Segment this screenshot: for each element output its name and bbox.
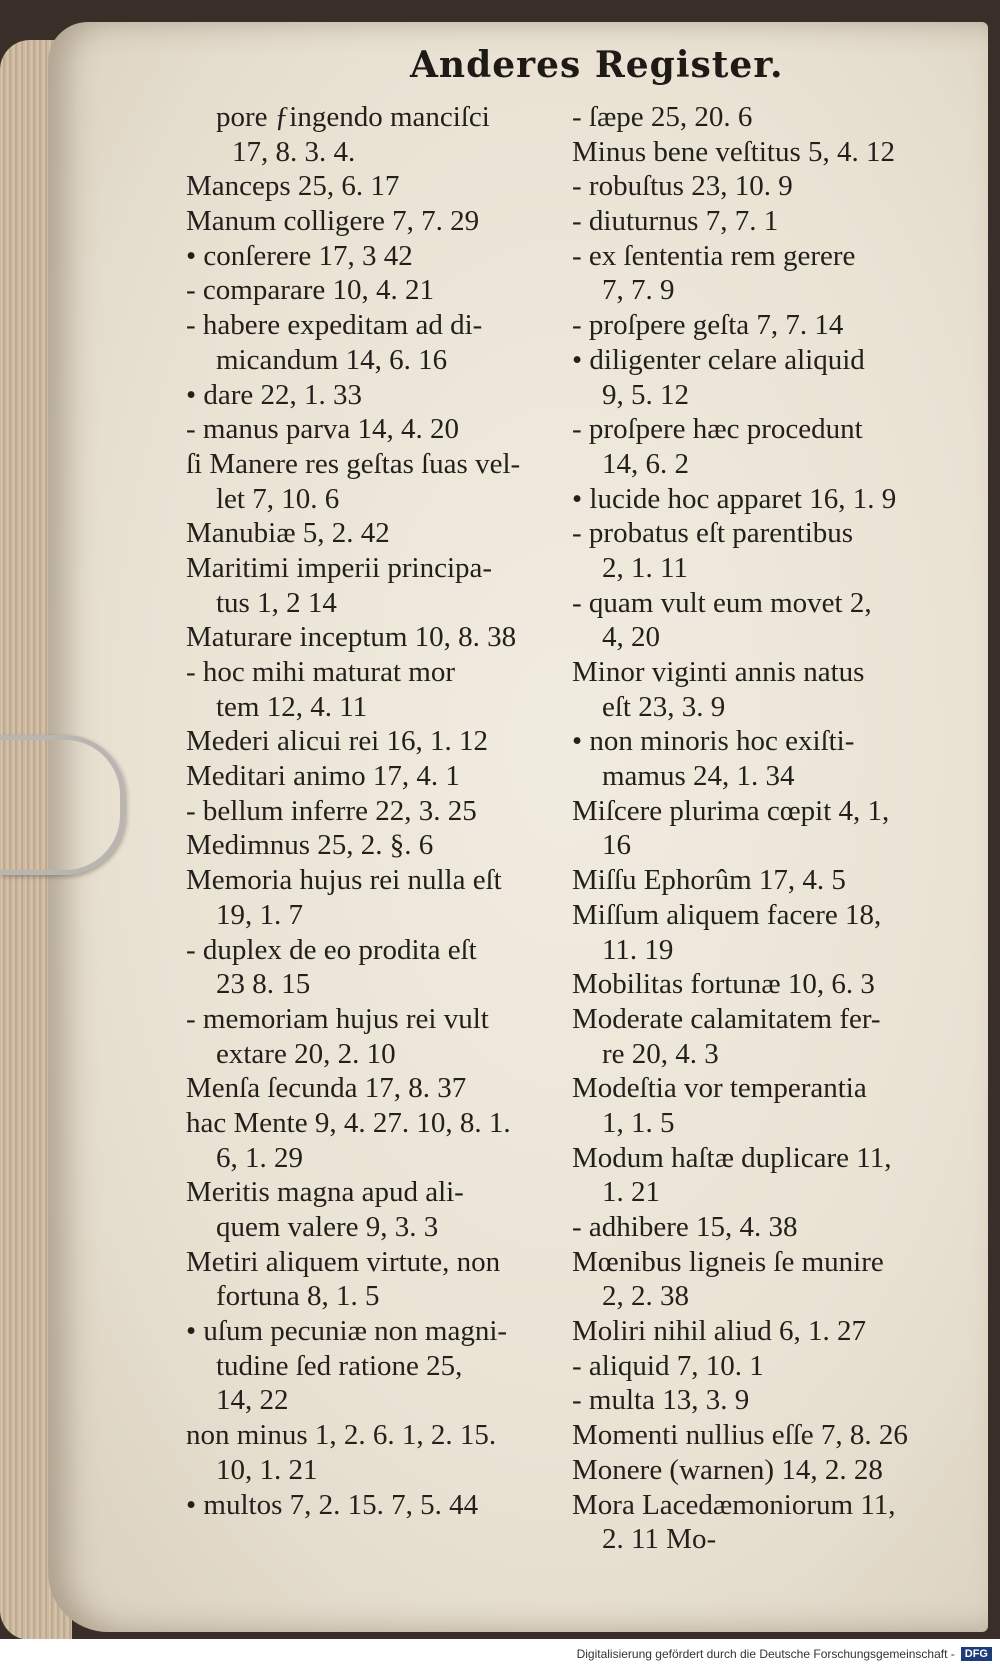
index-line: ſi Manere res geſtas ſuas vel- xyxy=(186,447,521,480)
index-line: - diuturnus 7, 7. 1 xyxy=(572,205,779,238)
index-line: extare 20, 2. 10 xyxy=(216,1037,396,1070)
index-line: 6, 1. 29 xyxy=(216,1141,303,1174)
index-line: quem valere 9, 3. 3 xyxy=(216,1211,439,1243)
index-line: - adhibere 15, 4. 38 xyxy=(572,1211,798,1243)
index-line: • diligenter celare aliquid xyxy=(572,343,865,376)
right-index-column xyxy=(572,100,952,1557)
index-line: eſt 23, 3. 9 xyxy=(602,690,726,723)
index-line: - quam vult eum movet 2, xyxy=(572,586,872,619)
index-line: • conſerere 17, 3 42 xyxy=(186,239,413,272)
index-line: - hoc mihi maturat mor xyxy=(186,656,455,688)
index-line: 2, 1. 11 xyxy=(602,551,688,584)
index-line: mamus 24, 1. 34 xyxy=(602,760,795,793)
paper-clip xyxy=(0,735,125,875)
index-line: tudine ſed ratione 25, xyxy=(216,1349,463,1382)
index-line: Mœnibus ligneis ſe munire xyxy=(572,1245,884,1278)
index-line: - aliquid 7, 10. 1 xyxy=(572,1349,764,1382)
index-line: Maritimi imperii principa- xyxy=(186,551,493,584)
index-line: Metiri aliquem virtute, non xyxy=(186,1245,501,1278)
index-line: - ſæpe 25, 20. 6 xyxy=(572,101,753,133)
index-line: Meritis magna apud ali- xyxy=(186,1176,464,1209)
index-line: - habere expeditam ad di- xyxy=(186,309,483,342)
index-line: • uſum pecuniæ non magni- xyxy=(186,1315,508,1348)
index-line: 14, 6. 2 xyxy=(602,447,689,480)
index-line: fortuna 8, 1. 5 xyxy=(216,1280,380,1313)
dfg-logo: DFG xyxy=(961,1647,992,1661)
index-line: 4, 20 xyxy=(602,621,660,654)
index-line: Maturare inceptum 10, 8. 38 xyxy=(186,621,517,654)
index-line: Minus bene veſtitus 5, 4. 12 xyxy=(572,135,896,168)
index-line: tus 1, 2 14 xyxy=(216,586,337,619)
index-line: Manubiæ 5, 2. 42 xyxy=(186,517,390,550)
page-header: Anderes Register. xyxy=(410,44,784,86)
index-line: Medimnus 25, 2. §. 6 xyxy=(186,829,434,862)
index-line: - proſpere geſta 7, 7. 14 xyxy=(572,309,844,342)
index-line: Modum haſtæ duplicare 11, xyxy=(572,1141,892,1174)
left-index-column xyxy=(186,100,556,1522)
footer-bar xyxy=(0,1639,1000,1669)
index-line: • dare 22, 1. 33 xyxy=(186,378,363,411)
index-line: Menſa ſecunda 17, 8. 37 xyxy=(186,1072,467,1105)
index-line: Minor viginti annis natus xyxy=(572,656,865,688)
index-line: • non minoris hoc exiſti- xyxy=(572,725,855,758)
index-line: - duplex de eo prodita eſt xyxy=(186,933,477,966)
index-line: - proſpere hæc procedunt xyxy=(572,413,863,446)
index-line: Miſſu Ephorûm 17, 4. 5 xyxy=(572,864,846,897)
index-line: Memoria hujus rei nulla eſt xyxy=(186,864,502,897)
index-line: hac Mente 9, 4. 27. 10, 8. 1. xyxy=(186,1106,511,1139)
index-line: Modeſtia vor temperantia xyxy=(572,1072,867,1105)
index-line: - manus parva 14, 4. 20 xyxy=(186,413,460,446)
index-line: 1. 21 xyxy=(602,1176,660,1209)
index-line: - probatus eſt parentibus xyxy=(572,517,854,550)
index-line: Moderate calamitatem fer- xyxy=(572,1002,881,1035)
index-line: Monere (warnen) 14, 2. 28 xyxy=(572,1453,883,1486)
index-line: pore ƒingendo manciſci xyxy=(216,101,490,133)
index-line: Mobilitas fortunæ 10, 6. 3 xyxy=(572,968,875,1001)
index-line: - comparare 10, 4. 21 xyxy=(186,274,435,307)
index-line: 1, 1. 5 xyxy=(602,1106,675,1139)
footer-credit: Digitalisierung gefördert durch die Deutsche Forschungsgemeinschaft - xyxy=(576,1647,955,1661)
index-line: Manum colligere 7, 7. 29 xyxy=(186,205,480,238)
index-line: Momenti nullius eſſe 7, 8. 26 xyxy=(572,1419,908,1452)
index-line: 11. 19 xyxy=(602,933,674,966)
index-line: - ex ſententia rem gerere xyxy=(572,239,856,272)
index-line: re 20, 4. 3 xyxy=(602,1037,719,1070)
index-line: non minus 1, 2. 6. 1, 2. 15. xyxy=(186,1419,497,1452)
index-line: 14, 22 xyxy=(216,1384,289,1417)
index-line: 19, 1. 7 xyxy=(216,898,303,931)
index-line: 9, 5. 12 xyxy=(602,378,689,411)
index-line: micandum 14, 6. 16 xyxy=(216,343,448,376)
index-line: - robuſtus 23, 10. 9 xyxy=(572,170,793,203)
index-line: 2. 11 Mo- xyxy=(602,1523,717,1556)
index-line: 10, 1. 21 xyxy=(216,1453,318,1486)
index-line: tem 12, 4. 11 xyxy=(216,690,368,723)
index-line: 23 8. 15 xyxy=(216,968,311,1001)
index-line: 2, 2. 38 xyxy=(602,1280,689,1313)
index-line: • lucide hoc apparet 16, 1. 9 xyxy=(572,482,897,515)
index-line: Mederi alicui rei 16, 1. 12 xyxy=(186,725,488,758)
index-line: - memoriam hujus rei vult xyxy=(186,1002,489,1035)
index-line: 7, 7. 9 xyxy=(602,274,675,307)
index-line: 16 xyxy=(602,829,631,862)
index-line: Miſſum aliquem facere 18, xyxy=(572,898,882,931)
index-line: let 7, 10. 6 xyxy=(216,482,340,515)
index-line: • multos 7, 2. 15. 7, 5. 44 xyxy=(186,1488,479,1521)
index-line: Miſcere plurima cœpit 4, 1, xyxy=(572,794,890,827)
index-line: Moliri nihil aliud 6, 1. 27 xyxy=(572,1315,867,1348)
index-line: Manceps 25, 6. 17 xyxy=(186,170,400,203)
index-line: 17, 8. 3. 4. xyxy=(232,135,356,168)
index-line: - bellum inferre 22, 3. 25 xyxy=(186,794,477,827)
index-line: - multa 13, 3. 9 xyxy=(572,1384,750,1417)
index-line: Mora Lacedæmoniorum 11, xyxy=(572,1488,896,1521)
index-line: Meditari animo 17, 4. 1 xyxy=(186,760,460,793)
